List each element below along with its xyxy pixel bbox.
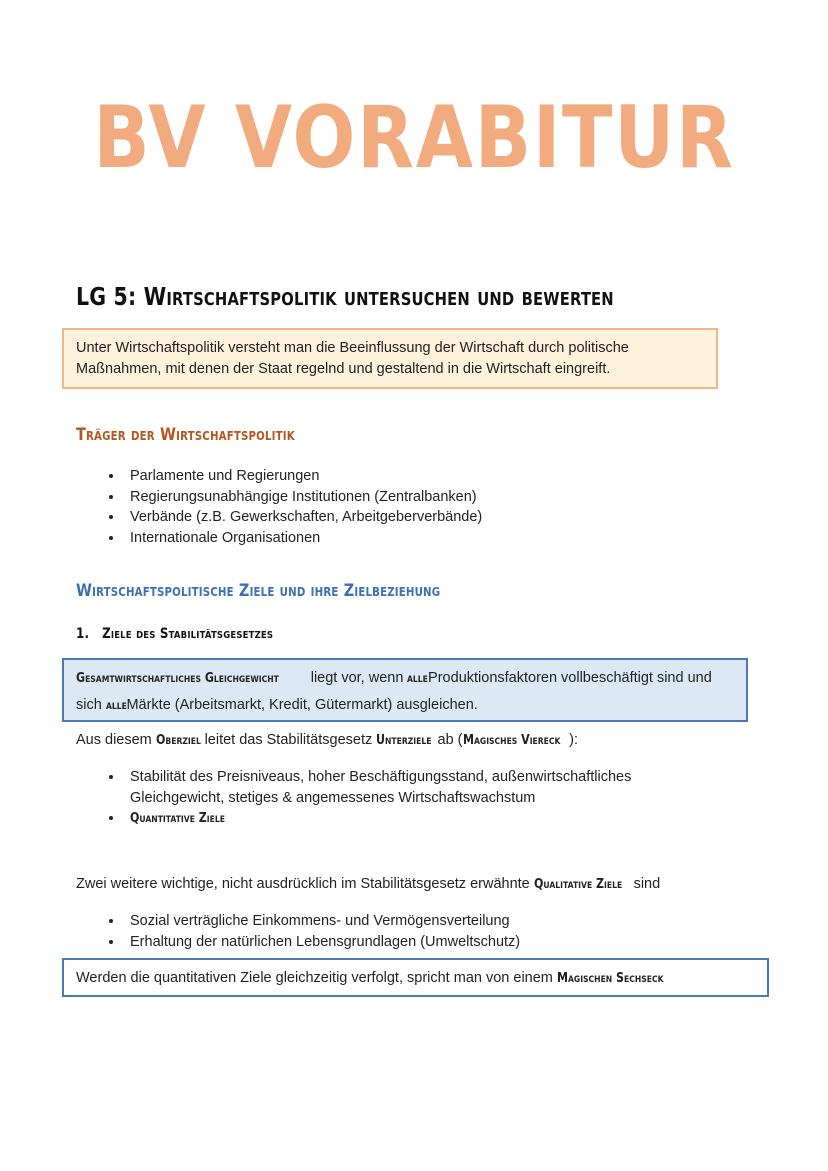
- oberziel-text: [76, 732, 578, 748]
- text: Zwei weitere wichtige, nicht ausdrücklich im Stabilitätsgesetz erwähnte: [76, 876, 534, 892]
- text: Produktionsfaktoren vollbeschäftigt sind und sich: [76, 670, 712, 713]
- text: liegt vor, wenn: [306, 670, 408, 686]
- keyword: alle: [105, 698, 127, 713]
- keyword: Oberziel: [155, 733, 201, 748]
- list-item: • Parlamente und Regierungen: [124, 466, 776, 487]
- keyword: Qualitative Ziele: [533, 877, 622, 892]
- list-item: [124, 808, 716, 830]
- text: Aus diesem: [76, 732, 156, 748]
- list-item: • Verbände (z.B. Gewerkschaften, Arbeitgeberverbände): [124, 507, 776, 528]
- keyword: Unterziele: [376, 733, 432, 748]
- ziele-heading: Wirtschaftspolitische Ziele und ihre Zielbeziehung: [76, 581, 441, 601]
- list-item: • Internationale Organisationen: [124, 528, 776, 549]
- keyword: alle: [407, 671, 429, 686]
- text: leitet das Stabilitätsgesetz: [200, 732, 377, 748]
- page-title: BV VORABITUR: [93, 88, 735, 188]
- keyword: Gesamtwirtschaftliches Gleichgewicht: [76, 671, 279, 686]
- list-item: • Sozial verträgliche Einkommens- und Vermögensverteilung: [124, 911, 776, 932]
- qualitative-text: [76, 876, 660, 892]
- list-item: • Stabilität des Preisniveaus, hoher Beschäftigungsstand, außenwirtschaftliches Gleichgewicht, stetiges & angemessenes Wirtschaftswachstum: [124, 767, 716, 808]
- text: Märkte (Arbeitsmarkt, Kredit, Gütermarkt) ausgleichen.: [122, 697, 478, 713]
- definition-box: Unter Wirtschaftspolitik versteht man die Beeinflussung der Wirtschaft durch politische Maßnahmen, mit denen der Staat regelnd und gestaltend in die Wirtschaft eingreift.: [62, 328, 718, 389]
- text: ):: [569, 732, 578, 748]
- traeger-heading: Träger der Wirtschaftspolitik: [76, 425, 295, 445]
- list-item: • Regierungsunabhängige Institutionen (Zentralbanken): [124, 487, 776, 508]
- keyword: Magischen Sechseck: [556, 971, 664, 986]
- keyword: Quantitative Ziele: [130, 811, 225, 826]
- qualitative-list: [76, 911, 776, 952]
- list-item: • Erhaltung der natürlichen Lebensgrundlagen (Umweltschutz): [124, 932, 776, 953]
- text: Werden die quantitativen Ziele gleichzeitig verfolgt, spricht man von einem: [76, 970, 557, 986]
- ziele-list: [76, 767, 716, 830]
- section-heading: LG 5: Wirtschaftspolitik untersuchen und bewerten: [76, 282, 614, 311]
- text: ab (: [433, 732, 463, 748]
- text: sind: [629, 876, 661, 892]
- keyword: Magisches Viereck: [462, 733, 560, 748]
- traeger-list: [76, 466, 776, 548]
- sechseck-box: [62, 958, 769, 997]
- ziele-subheading: 1. Ziele des Stabilitätsgesetzes: [76, 626, 274, 642]
- gleichgewicht-box: [62, 658, 748, 722]
